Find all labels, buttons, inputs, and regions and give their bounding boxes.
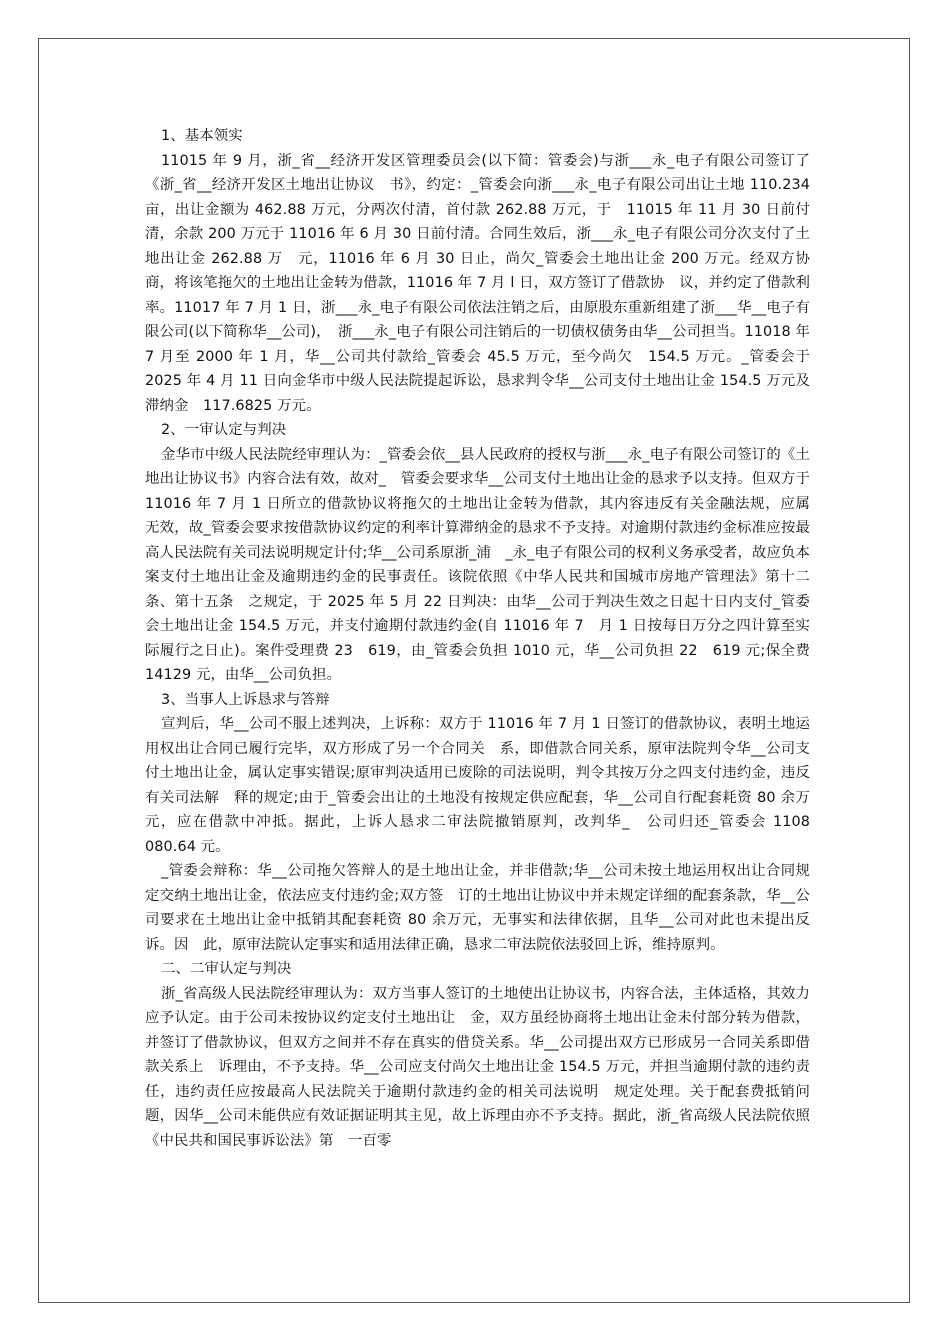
paragraph-second-instance: 浙_省高级人民法院经审理认为：双方当事人签订的土地使出让协议书，内容合法，主体适格，其效力应予认定。由于公司未按协议约定支付土地出让 金，双方虽经协商将土地出让金未付部分转为借款，并签订了借款协议，但双方之间并不存在真实的借贷关系。华__公司提出双方已形成另一合同关系即借款关系上 诉理由，不予支持。华__公司应支付尚欠土地出让金 154.5 万元，并担当逾期付款的违约责任，违约责任应按最高人民法院关于逾期付款违约金的相关司法说明 规定处理。关于配套费抵销问题，因华__公司未能供应有效证据证明其主见，故上诉理由亦不予支持。据此，浙_省高级人民法院依照《中民共和国民事诉讼法》第 一百零 bbox=[145, 985, 810, 1149]
paragraph-defense: _管委会辩称：华__公司拖欠答辩人的是土地出让金，并非借款;华__公司未按土地运用权出让合同规定交纳土地出让金，依法应支付违约金;双方签 订的土地出让协议中并未规定详细的配套条款，华__公司要求在土地出让金中抵销其配套耗资 80 余万元，无事实和法律依据，且华__公司对此也未提出反诉。因 此，原审法院认定事实和适用法律正确，恳求二审法院依法驳回上诉，维持原判。 bbox=[145, 863, 810, 953]
section-heading-second-instance: 二、二审认定与判决 bbox=[161, 961, 292, 977]
section-heading-basic-facts: 1、基本领实 bbox=[161, 128, 243, 144]
paragraph-basic-facts: 11015 年 9 月，浙_省__经济开发区管理委员会(以下简：管委会)与浙___永_电子有限公司签订了《浙_省__经济开发区土地出让协议 书》，约定：_管委会向浙___永_电子有限公司出让土地 110.234 亩，出让金额为 462.88 万元，分两次付清，首付款 262.88 万元，于 11015 年 11 月 30 日前付清，余款 200 万元于 11016 年 6 月 30 日前付清。合同生效后，浙___永_电子有限公司分次支付了土地出让金 262.88 万 元，11016 年 6 月 30 日止，尚欠_管委会土地出让金 200 万元。经双方协商，将该笔拖欠的土地出让金转为借款，11016 年 7 月 l 日，双方签订了借款协 议，并约定了借款利率。11017 年 7 月 1 日，浙___永_电子有限公司依法注销之后，由原股东重新组建了浙___华__电子有限公司(以下简称华__公司)， 浙___永_电子有限公司注销后的一切债权债务由华__公司担当。11018 年 7 月至 2000 年 1 月，华__公司共付款给_管委会 45.5 万元，至今尚欠 154.5 万元。_管委会于 2025 年 4 月 11 日向金华市中级人民法院提起诉讼，恳求判令华__公司支付土地出让金 154.5 万元及滞纳金 117.6825 万元。 bbox=[145, 152, 810, 414]
section-heading-appeal: 3、当事人上诉恳求与答辩 bbox=[161, 691, 330, 708]
document-body bbox=[145, 124, 825, 1153]
paragraph-appeal: 宣判后，华__公司不服上述判决，上诉称：双方于 11016 年 7 月 1 日签订的借款协议，表明土地运用权出让合同已履行完毕，双方形成了另一个合同关 系，即借款合同关系，原审法院判令华__公司支付土地出让金，属认定事实错误;原审判决适用已废除的司法说明，判令其按万分之四支付违约金，违反有关司法解 释的规定;由于_管委会出让的土地没有按规定供应配套，华__公司自行配套耗资 80 余万元，应在借款中冲抵。据此，上诉人恳求二审法院撤销原判，改判华_ 公司归还_管委会 1108 080.64 元。 bbox=[145, 716, 825, 855]
paragraph-first-instance: 金华市中级人民法院经审理认为：_管委会依__县人民政府的授权与浙___永_电子有限公司签订的《土地出让协议书》内容合法有效，故对_ 管委会要求华__公司支付土地出让金的恳求予以支持。但双方于 11016 年 7 月 1 日所立的借款协议将拖欠的土地出让金转为借款，其内容违反有关金融法规，应属 无效，故_管委会要求按借款协议约定的利率计算滞纳金的恳求不予支持。对逾期付款违约金标准应按最高人民法院有关司法说明规定计付;华__公司系原浙_浦 _永_电子有限公司的权利义务承受者，故应负本案支付土地出让金及逾期违约金的民事责任。该院依照《中华人民共和国城市房地产管理法》第十二条、第十五条 之规定，于 2025 年 5 月 22 日判决：由华__公司于判决生效之日起十日内支付_管委会土地出让金 154.5 万元，并支付逾期付款违约金(自 11016 年 7 月 1 日按每日万分之四计算至实际履行之日止)。案件受理费 23 619，由_管委会负担 1010 元，华__公司负担 22 619 元;保全费 14129 元，由华__公司负担。 bbox=[145, 446, 825, 683]
section-heading-first-instance: 2、一审认定与判决 bbox=[161, 422, 287, 438]
